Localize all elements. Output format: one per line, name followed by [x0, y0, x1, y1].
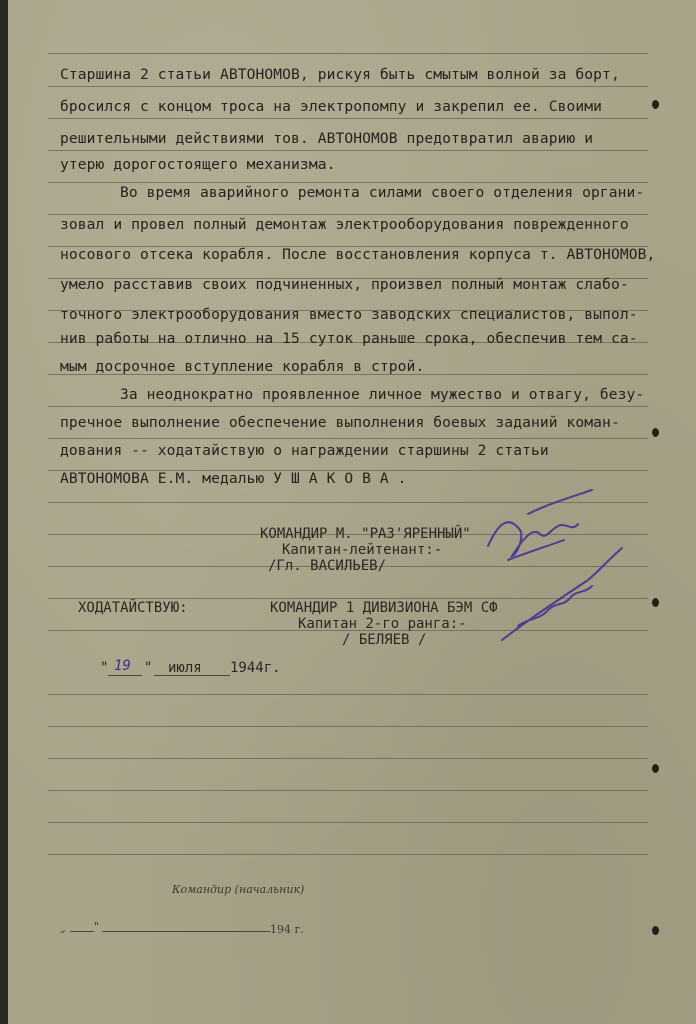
body-line: точного электрооборудования вместо заводских специалистов, выпол- — [60, 306, 638, 323]
body-line: решительными действиями тов. АВТОНОМОВ предотвратил аварию и — [60, 130, 594, 147]
commander-name: /Гл. ВАСИЛЬЕВ/ — [268, 558, 387, 574]
document-page — [8, 0, 696, 1024]
body-line: бросился с концом троса на электропомпу и закрепил ее. Своими — [60, 98, 603, 115]
ruled-line — [48, 822, 648, 823]
date-day: 19 — [114, 658, 131, 674]
body-line: За неоднократно проявленное личное мужество и отвагу, безу- — [120, 386, 645, 403]
body-line: утерю дорогостоящего механизма. — [60, 156, 336, 173]
ruled-line — [48, 726, 648, 727]
commander-rank: Капитан-лейтенант:- — [282, 542, 443, 558]
commander-title: КОМАНДИР М. "РАЗ'ЯРЕННЫЙ" — [260, 526, 471, 542]
punch-hole — [652, 428, 659, 437]
petition-label: ХОДАТАЙСТВУЮ: — [78, 600, 188, 616]
footer-commander-label: Командир (начальник) — [172, 883, 305, 896]
punch-hole — [652, 598, 659, 607]
ruled-line — [48, 694, 648, 695]
body-line: пречное выполнение обеспечение выполнения боевых заданий коман- — [60, 414, 620, 431]
body-line: дования -- ходатайствую о награждении старшины 2 статьи — [60, 442, 549, 459]
punch-hole — [652, 764, 659, 773]
footer-date-open-quote: „ — [60, 922, 66, 935]
ruled-line — [48, 854, 648, 855]
ruled-line — [48, 53, 648, 54]
ruled-line — [48, 790, 648, 791]
footer-month-line — [102, 931, 270, 932]
date-open-quote: " — [100, 660, 109, 676]
punch-hole — [652, 100, 659, 109]
date-month: июля — [168, 660, 202, 676]
ruled-line — [48, 758, 648, 759]
body-line: нив работы на отлично на 15 суток раньше срока, обеспечив тем са- — [60, 330, 638, 347]
date-day-line — [108, 675, 142, 676]
ruled-line — [48, 438, 648, 439]
ruled-line — [48, 214, 648, 215]
ruled-line — [48, 150, 648, 151]
ruled-line — [48, 118, 648, 119]
ruled-line — [48, 406, 648, 407]
petition-rank: Капитан 2-го ранга:- — [298, 616, 467, 632]
date-close-quote: " — [144, 660, 153, 676]
footer-day-line — [70, 931, 94, 932]
body-line: умело расставив своих подчиненных, произвел полный монтаж слабо- — [60, 276, 629, 293]
body-line: Старшина 2 статьи АВТОНОМОВ, рискуя быть смытым волной за борт, — [60, 66, 620, 83]
division-commander-signature — [488, 540, 638, 650]
body-line: носового отсека корабля. После восстановления корпуса т. АВТОНОМОВ, — [60, 246, 656, 263]
footer-date-year: 194 г. — [270, 923, 304, 936]
petition-title: КОМАНДИР 1 ДИВИЗИОНА БЭМ СФ — [270, 600, 498, 616]
body-line: Во время аварийного ремонта силами своего отделения органи- — [120, 184, 645, 201]
ruled-line — [48, 86, 648, 87]
body-line: мым досрочное вступление корабля в строй. — [60, 358, 425, 375]
body-line: зовал и провел полный демонтаж электрооборудования поврежденного — [60, 216, 629, 233]
petition-name: / БЕЛЯЕВ / — [342, 632, 427, 648]
ruled-line — [48, 182, 648, 183]
body-line: АВТОНОМОВА Е.М. медалью У Ш А К О В А . — [60, 470, 407, 487]
date-year: 1944г. — [230, 660, 281, 676]
punch-hole — [652, 926, 659, 935]
footer-date-close-quote: " — [94, 920, 100, 933]
